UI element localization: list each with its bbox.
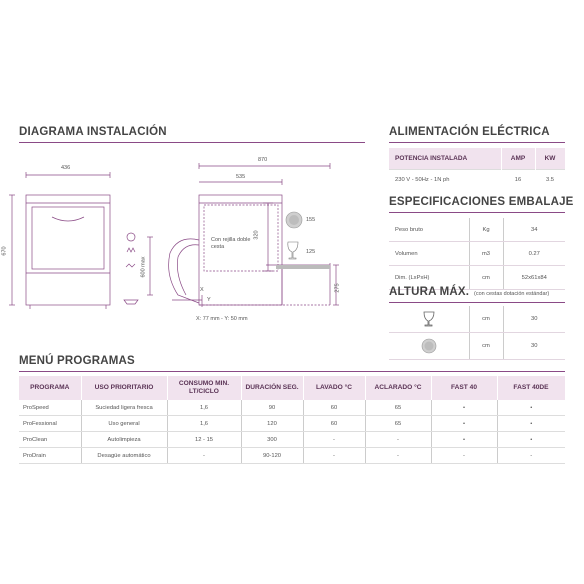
- header-lavado: LAVADO °C: [303, 376, 365, 400]
- program-consumption: 1,6: [167, 400, 241, 416]
- program-duration: 90: [241, 400, 303, 416]
- height-title: ALTURA MÁX.: [389, 286, 470, 298]
- y-label: Y: [207, 297, 211, 303]
- header-aclarado: ACLARADO °C: [365, 376, 431, 400]
- installation-diagram: [0, 145, 370, 330]
- height-value: 30: [503, 333, 565, 360]
- glass-size-label: 125: [306, 249, 316, 255]
- program-wash-temp: -: [303, 448, 365, 464]
- packaging-value: 34: [503, 218, 565, 242]
- header-fast40: FAST 40: [431, 376, 497, 400]
- power-header-row: [389, 148, 565, 170]
- power-kw: 3.5: [535, 170, 565, 190]
- table-row: [19, 400, 565, 416]
- packaging-label: Peso bruto: [389, 218, 469, 242]
- table-row: [389, 333, 565, 360]
- program-fast40: •: [431, 416, 497, 432]
- program-fast40de: -: [497, 448, 565, 464]
- program-name: ProFessional: [19, 416, 81, 432]
- program-rinse-temp: -: [365, 448, 431, 464]
- program-use: Desagüe automático: [81, 448, 167, 464]
- program-duration: 120: [241, 416, 303, 432]
- packaging-unit: Kg: [469, 218, 503, 242]
- x-label: X: [200, 287, 204, 293]
- power-row: [389, 170, 565, 190]
- program-wash-temp: 60: [303, 400, 365, 416]
- packaging-title-rule: [389, 212, 565, 213]
- program-use: Autolimpieza: [81, 432, 167, 448]
- packaging-unit: m3: [469, 242, 503, 266]
- xy-note: X: 77 mm - Y: 50 mm: [196, 316, 248, 322]
- side-width-label: 870: [258, 157, 268, 163]
- glass-icon: [423, 311, 435, 327]
- program-fast40: -: [431, 448, 497, 464]
- glass-icon: [288, 242, 298, 259]
- height-unit: cm: [469, 306, 503, 333]
- table-row: [389, 242, 565, 266]
- plate-icon: [421, 338, 437, 354]
- front-width-label: 436: [61, 165, 71, 171]
- programs-table: [19, 376, 566, 464]
- program-rinse-temp: 65: [365, 400, 431, 416]
- power-header-amp: AMP: [501, 148, 535, 170]
- height-title-rule: [389, 302, 565, 303]
- header-fast40de: FAST 40DE: [497, 376, 565, 400]
- program-fast40de: •: [497, 432, 565, 448]
- height-note: (con cestas dotación estándar): [474, 291, 550, 297]
- connection-icons: [124, 233, 138, 304]
- height-table: [389, 306, 565, 360]
- program-fast40de: •: [497, 400, 565, 416]
- packaging-value: 52x61x84: [503, 266, 565, 290]
- table-row: [19, 432, 565, 448]
- table-row: [389, 218, 565, 242]
- packaging-label: Dim. (LxPxH): [389, 266, 469, 290]
- program-name: ProClean: [19, 432, 81, 448]
- program-consumption: 12 - 15: [167, 432, 241, 448]
- program-rinse-temp: -: [365, 432, 431, 448]
- program-fast40: •: [431, 432, 497, 448]
- rack-shelf: [276, 265, 330, 269]
- packaging-title: ESPECIFICACIONES EMBALAJE: [389, 196, 574, 208]
- rack-label: Con rejilla doble cesta: [211, 237, 251, 250]
- programs-title-rule: [19, 371, 565, 372]
- bottom-height-label: 275: [334, 283, 341, 293]
- program-use: Suciedad ligera fresca: [81, 400, 167, 416]
- program-fast40: •: [431, 400, 497, 416]
- packaging-unit: cm: [469, 266, 503, 290]
- front-view: [9, 172, 110, 309]
- power-table: [389, 148, 566, 189]
- side-depth-label: 535: [236, 174, 246, 180]
- side-view: [147, 163, 339, 307]
- power-amp: 16: [501, 170, 535, 190]
- table-row: [19, 448, 565, 464]
- front-height-label: 670: [1, 246, 8, 256]
- program-fast40de: •: [497, 416, 565, 432]
- header-duracion: DURACIÓN SEG.: [241, 376, 303, 400]
- program-wash-temp: 60: [303, 416, 365, 432]
- programs-title: MENÚ PROGRAMAS: [19, 355, 135, 367]
- power-title-rule: [389, 142, 565, 143]
- program-use: Uso general: [81, 416, 167, 432]
- program-rinse-temp: 65: [365, 416, 431, 432]
- max-height-label: 600 max: [140, 256, 147, 278]
- table-row: [389, 306, 565, 333]
- program-consumption: 1,6: [167, 416, 241, 432]
- programs-header-row: [19, 376, 565, 400]
- program-duration: 90-120: [241, 448, 303, 464]
- packaging-value: 0.27: [503, 242, 565, 266]
- power-header-potencia: POTENCIA INSTALADA: [389, 148, 501, 170]
- program-name: ProDrain: [19, 448, 81, 464]
- program-consumption: -: [167, 448, 241, 464]
- table-row: [19, 416, 565, 432]
- packaging-table: [389, 218, 565, 290]
- plate-size-label: 155: [306, 217, 316, 223]
- header-uso: USO PRIORITARIO: [81, 376, 167, 400]
- height-value: 30: [503, 306, 565, 333]
- program-name: ProSpeed: [19, 400, 81, 416]
- diagram-title-rule: [19, 142, 365, 143]
- header-consumo: CONSUMO MIN. LT/CICLO: [167, 376, 241, 400]
- diagram-title: DIAGRAMA INSTALACIÓN: [19, 126, 167, 138]
- program-wash-temp: -: [303, 432, 365, 448]
- height-unit: cm: [469, 333, 503, 360]
- power-voltage: 230 V - 50Hz - 1N ph: [389, 170, 501, 190]
- program-duration: 300: [241, 432, 303, 448]
- power-header-kw: KW: [535, 148, 565, 170]
- power-title: ALIMENTACIÓN ELÉCTRICA: [389, 126, 550, 138]
- packaging-label: Volumen: [389, 242, 469, 266]
- header-programa: PROGRAMA: [19, 376, 81, 400]
- inner-height-label: 320: [253, 230, 260, 240]
